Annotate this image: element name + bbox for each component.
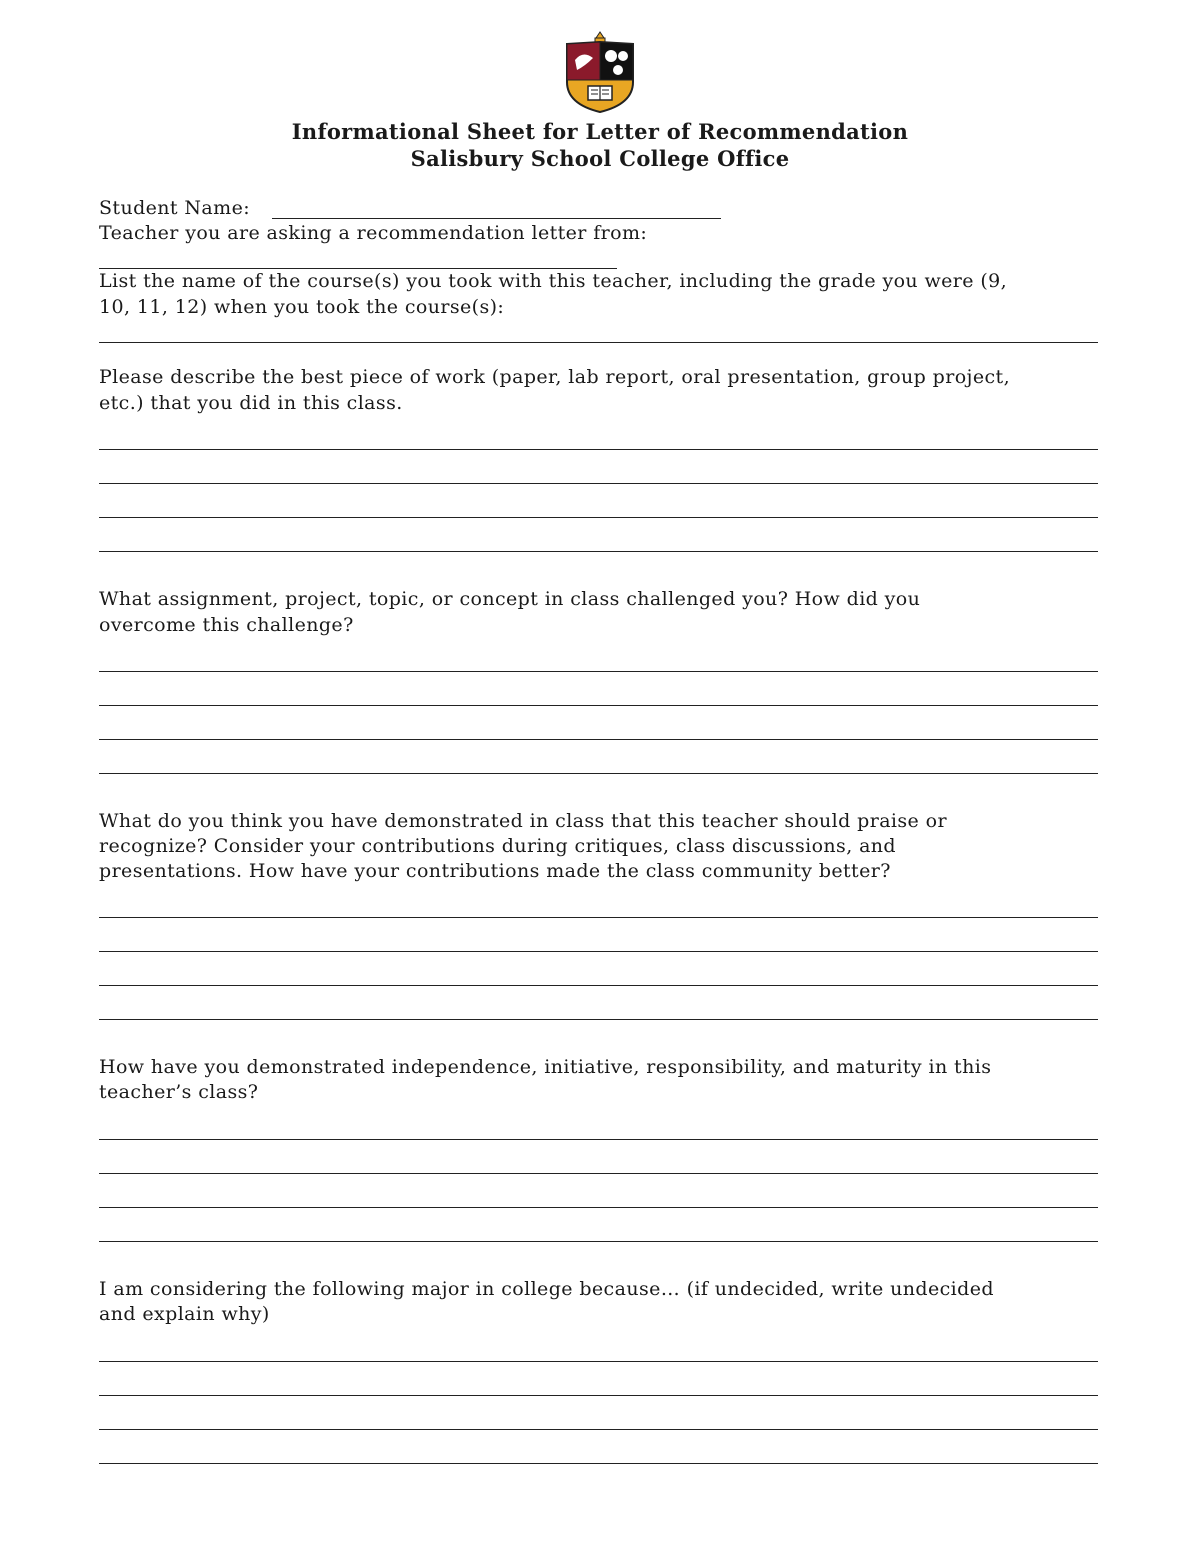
answer-line[interactable] xyxy=(99,985,1098,986)
answer-line[interactable] xyxy=(99,1173,1098,1174)
answer-line[interactable] xyxy=(99,1361,1098,1362)
student-name-label: Student Name: xyxy=(99,197,251,219)
answer-line[interactable] xyxy=(99,1429,1098,1430)
answer-line[interactable] xyxy=(99,1241,1098,1242)
question-text: What do you think you have demonstrated in class that this teacher should praise or xyxy=(99,810,947,832)
answer-line[interactable] xyxy=(99,1395,1098,1396)
course-prompt-line: List the name of the course(s) you took with this teacher, including the grade you were (9, xyxy=(99,270,1008,292)
question-text: I am considering the following major in college because… (if undecided, write undecided xyxy=(99,1278,994,1300)
answer-line[interactable] xyxy=(99,951,1098,952)
answer-line[interactable] xyxy=(99,1463,1098,1464)
teacher-label: Teacher you are asking a recommendation letter from: xyxy=(99,222,648,244)
answer-line[interactable] xyxy=(99,517,1098,518)
school-crest-icon xyxy=(563,30,637,114)
page-title: Informational Sheet for Letter of Recommendation xyxy=(291,119,909,144)
answer-line[interactable] xyxy=(99,739,1098,740)
course-prompt-line: 10, 11, 12) when you took the course(s): xyxy=(99,296,505,318)
answer-line[interactable] xyxy=(99,449,1098,450)
answer-line[interactable] xyxy=(99,483,1098,484)
question-text: presentations. How have your contributions made the class community better? xyxy=(99,860,891,882)
question-text: etc.) that you did in this class. xyxy=(99,392,403,414)
question-text: recognize? Consider your contributions during critiques, class discussions, and xyxy=(99,835,896,857)
question-text: Please describe the best piece of work (paper, lab report, oral presentation, group project, xyxy=(99,366,1011,388)
answer-line[interactable] xyxy=(99,1019,1098,1020)
student-name-field[interactable] xyxy=(272,218,721,219)
answer-line[interactable] xyxy=(99,551,1098,552)
answer-line[interactable] xyxy=(99,773,1098,774)
question-text: How have you demonstrated independence, initiative, responsibility, and maturity in this xyxy=(99,1056,992,1078)
answer-line[interactable] xyxy=(99,705,1098,706)
answer-line[interactable] xyxy=(99,1207,1098,1208)
course-answer-line[interactable] xyxy=(99,342,1098,343)
answer-line[interactable] xyxy=(99,671,1098,672)
question-text: and explain why) xyxy=(99,1303,270,1325)
answer-line[interactable] xyxy=(99,917,1098,918)
question-text: teacher’s class? xyxy=(99,1081,259,1103)
question-text: What assignment, project, topic, or concept in class challenged you? How did you xyxy=(99,588,921,610)
question-text: overcome this challenge? xyxy=(99,614,354,636)
page-subtitle: Salisbury School College Office xyxy=(410,146,790,171)
answer-line[interactable] xyxy=(99,1139,1098,1140)
